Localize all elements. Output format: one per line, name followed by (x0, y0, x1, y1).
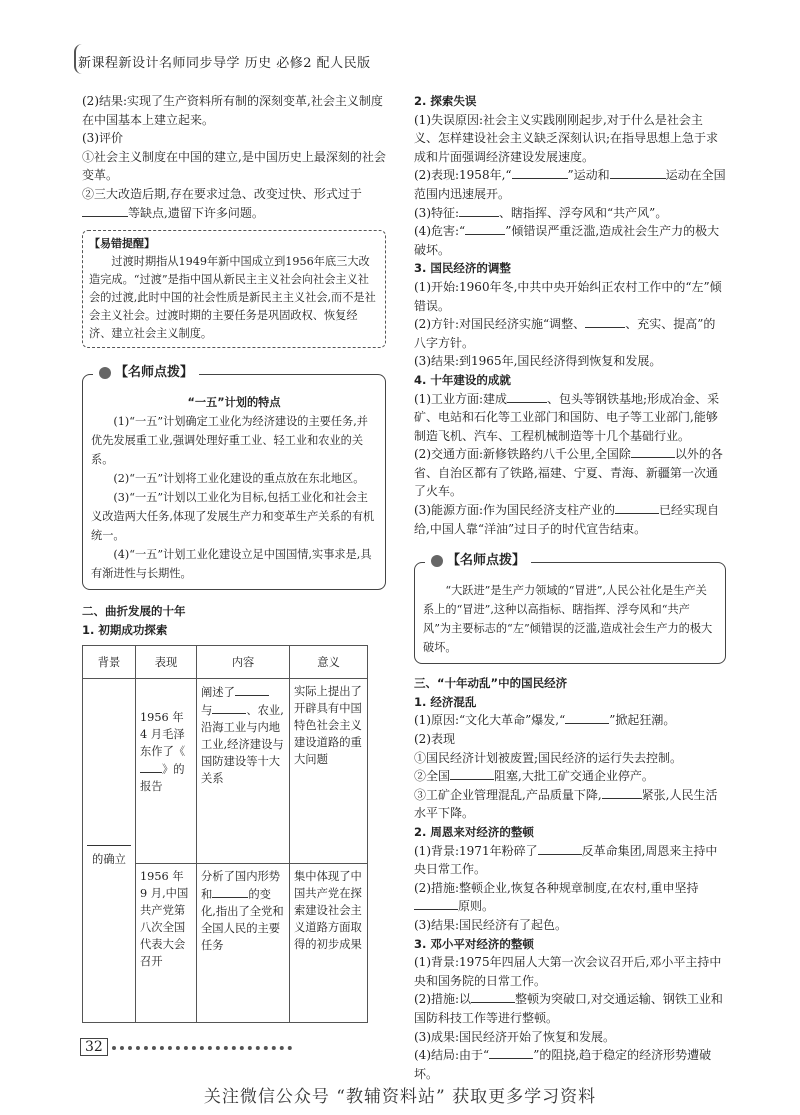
tip-subtitle: “一五”计划的特点 (187, 396, 281, 410)
fill-blank (631, 445, 675, 458)
right-column (414, 92, 726, 1083)
paragraph: ①社会主义制度在中国的建立,是中国历史上最深刻的社会变革。 (82, 149, 386, 183)
fill-blank (610, 166, 666, 179)
footer-handwritten-note: 关注微信公众号 “教辅资料站” 获取更多学习资料 (203, 1087, 597, 1107)
tip-item: (2)“一五”计划将工业化建设的重点放在东北地区。 (113, 472, 365, 486)
paragraph: (3)能源方面:作为国民经济支柱产业的 已经实现自给,中国人靠“洋油”过日子的时代宣告结束。 (414, 503, 720, 536)
paragraph: (3)评价 (82, 131, 123, 146)
sub-heading: 2. 探索失误 (414, 94, 477, 108)
paragraph: (2)方针:对国民经济实施“调整、 、充实、提高”的八字方针。 (414, 317, 716, 350)
table-cell: 实际上提出了开辟具有中国特色社会主义建设道路的重大问题 (290, 679, 368, 864)
table-header: 背景 (83, 646, 136, 679)
paragraph: (2)表现 (414, 732, 455, 747)
fill-blank (414, 897, 458, 910)
paragraph: (3)成果:国民经济开始了恢复和发展。 (414, 1029, 616, 1044)
paragraph: (1)工业方面:建成 、包头等钢铁基地;形成冶金、采矿、电站和石化等工业部门和国防、电子等工业部门,能够制造飞机、汽车、工程机械制造等十几个基础行业。 (414, 391, 720, 443)
table-cell: 的确立 (83, 679, 136, 1023)
table-header: 意义 (290, 646, 368, 679)
table-cell: 分析了国内形势和 的变化,指出了全党和全国人民的主要任务 (197, 864, 290, 1023)
page-decoration (112, 1046, 292, 1050)
sub-heading: 4. 十年建设的成就 (414, 372, 511, 387)
table-cell: 1956 年 9 月,中国共产党第八次全国代表大会召开 (136, 864, 197, 1023)
fill-blank (512, 166, 568, 179)
fill-blank (450, 767, 494, 780)
section-heading: 三、“十年动乱”中的国民经济 (414, 676, 568, 691)
fill-blank (212, 885, 248, 898)
table-cell: 集中体现了中国共产党在探索建设社会主义道路方面取得的初步成果 (290, 864, 368, 1023)
paragraph: ③工矿企业管理混乱,产品质量下降, 紧张,人民生活水平下降。 (414, 787, 718, 821)
paragraph: (3)特征: 、瞎指挥、浮夸风和“共产风”。 (414, 205, 668, 220)
paragraph: (1)背景:1971年粉碎了 反革命集团,周恩来主持中央日常工作。 (414, 843, 718, 877)
page-number-bar (70, 1038, 270, 1056)
paragraph: (1)原因:“文化大革命”爆发,“ ”掀起狂潮。 (414, 713, 676, 728)
paragraph: (3)结果:到1965年,国民经济得到恢复和发展。 (414, 354, 662, 369)
paragraph: (2)措施:整顿企业,恢复各种规章制度,在农村,重申坚持原则。 (414, 880, 699, 914)
tip-item: (1)“一五”计划确定工业化为经济建设的主要任务,并优先发展重工业,强调处理好重工业、轻工业和农业的关系。 (91, 415, 368, 467)
sub-heading: 3. 邓小平对经济的整顿 (414, 936, 534, 951)
teacher-tip-box (82, 365, 386, 590)
paragraph: ②三大改造后期,存在要求过急、改变过快、形式过于 等缺点,遗留下许多问题。 (82, 186, 362, 220)
fill-blank (459, 204, 499, 217)
page-number: 32 (80, 1038, 108, 1056)
pin-icon (99, 367, 111, 379)
fill-blank (471, 990, 515, 1003)
box-body: 过渡时期指从1949年新中国成立到1956年底三大改造完成。“过渡”是指中国从新民主主义社会向社会主义社会的过渡,此时中国的社会性质是新民主主义社会,而不是社会主义社会。过渡时期的主要任务是巩固政权、恢复经济、建立社会主义制度。 (89, 255, 376, 341)
paragraph: (1)背景:1975年四届人大第一次会议召开后,邓小平主持中央和国务院的日常工作。 (414, 955, 722, 988)
sub-heading: 2. 周恩来对经济的整顿 (414, 825, 534, 839)
sub-heading: 3. 国民经济的调整 (414, 261, 511, 276)
paragraph: ②全国 阻塞,大批工矿交通企业停产。 (414, 769, 654, 784)
exploration-table (82, 645, 368, 1023)
running-header: 新课程新设计名师同步导学 历史 必修2 配人民版 (78, 56, 371, 71)
fill-blank (465, 222, 505, 235)
paragraph: (4)危害:“ ”倾错误严重泛滥,造成社会生产力的极大破坏。 (414, 224, 720, 257)
tip-item: (4)“一五”计划工业化建设立足中国国情,实事求是,具有渐进性与长期性。 (91, 548, 372, 581)
paragraph: (2)交通方面:新修铁路约八千公里,全国除 以外的各省、自治区都有了铁路,福建、宁夏、青海、新疆第一次通了火车。 (414, 447, 723, 499)
fill-blank (565, 711, 609, 724)
fill-blank (82, 204, 128, 217)
fill-blank (140, 760, 162, 773)
table-cell: 阐述了 与 、农业,沿海工业与内地工业,经济建设与国防建设等十大关系 (197, 679, 290, 864)
paragraph: (2)结果:实现了生产资料所有制的深刻变革,社会主义制度在中国基本上建立起来。 (82, 94, 383, 127)
sub-heading: 1. 初期成功探索 (82, 622, 168, 637)
fill-blank (538, 842, 582, 855)
tip-body: “大跃进”是生产力领域的“冒进”,人民公社化是生产关系上的“冒进”,这种以高指标、瞎指挥、浮夸风和“共产风”为主要标志的“左”倾错误的泛滥,造成社会生产力的极大破坏。 (423, 584, 713, 655)
teacher-tip-box (414, 553, 726, 664)
fill-blank (87, 833, 131, 846)
paragraph: (2)措施:以 整顿为突破口,对交通运输、钢铁工业和国防科技工作等进行整顿。 (414, 992, 723, 1025)
sub-heading: 1. 经济混乱 (414, 694, 477, 709)
paragraph: (3)结果:国民经济有了起色。 (414, 917, 568, 932)
fill-blank (507, 390, 547, 403)
paragraph: (1)开始:1960年冬,中共中央开始纠正农村工作中的“左”倾错误。 (414, 279, 722, 313)
fill-blank (615, 501, 659, 514)
box-title: 【易错提醒】 (89, 237, 155, 251)
paragraph: (1)失误原因:社会主义实践刚刚起步,对于什么是社会主义、怎样建设社会主义缺乏深刻认识;在指导思想上急于求成和片面强调经济建设发展速度。 (414, 112, 719, 164)
fill-blank (235, 683, 269, 696)
tip-title: 【名师点拨】 (425, 551, 531, 570)
pin-icon (431, 555, 443, 567)
left-column (82, 92, 386, 1023)
paragraph: ①国民经济计划被废置;国民经济的运行失去控制。 (414, 750, 683, 765)
error-warning-box (82, 230, 386, 348)
table-cell: 1956 年 4 月毛泽东作了《》的报告 (136, 679, 197, 864)
fill-blank (489, 1046, 533, 1059)
fill-blank (585, 315, 625, 328)
paragraph: (4)结局:由于“ ”的阻挠,趋于稳定的经济形势遭破坏。 (414, 1048, 712, 1081)
tip-item: (3)“一五”计划以工业化为目标,包括工业化和社会主义改造两大任务,体现了发展生产力和变革生产关系的有机统一。 (91, 491, 375, 543)
fill-blank (602, 786, 642, 799)
fill-blank (212, 701, 246, 714)
tip-title: 【名师点拨】 (93, 363, 199, 382)
table-header: 内容 (197, 646, 290, 679)
table-header: 表现 (136, 646, 197, 679)
section-heading: 二、曲折发展的十年 (82, 604, 186, 619)
paragraph: (2)表现:1958年,“ ”运动和 运动在全国范围内迅速展开。 (414, 168, 726, 201)
